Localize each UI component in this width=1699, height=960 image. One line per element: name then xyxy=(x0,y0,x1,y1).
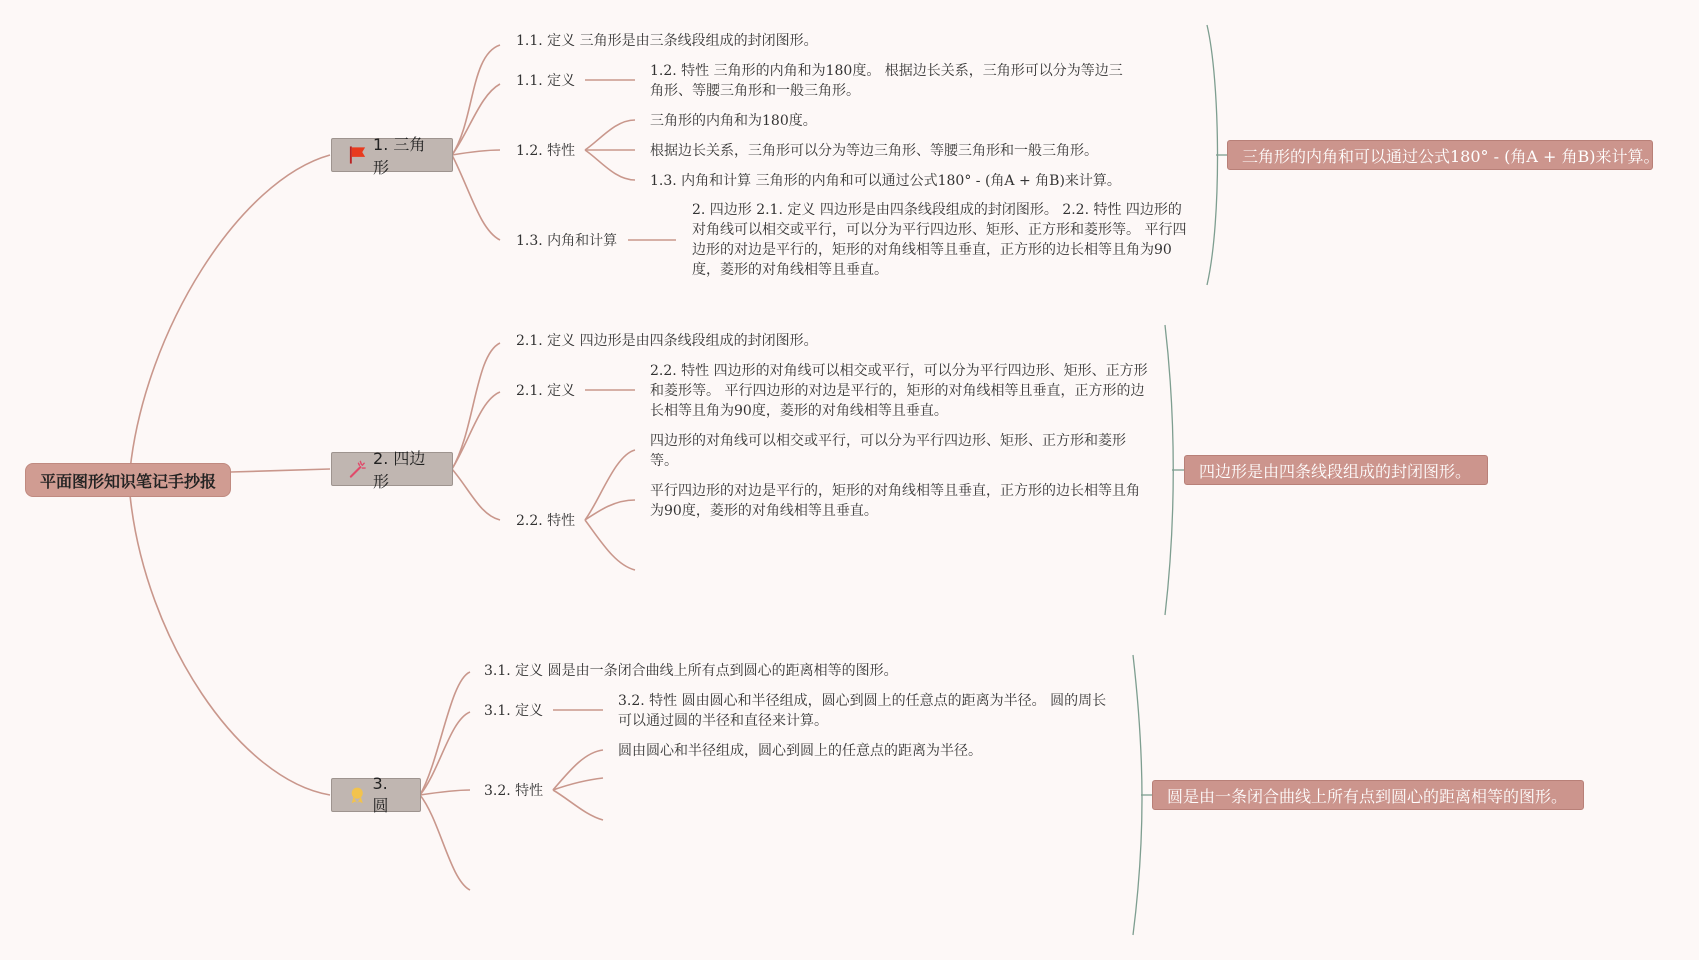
quadrilateral-definition-label: 2.1. 定义 xyxy=(516,383,576,399)
circle-radius-note: 圆由圆心和半径组成，圆心到圆上的任意点的距离为半径。 xyxy=(618,743,982,759)
topic-quadrilateral-label: 2. 四边形 xyxy=(373,449,426,491)
summary-circle-label: 圆是由一条闭合曲线上所有点到圆心的距离相等的图形。 xyxy=(1167,786,1568,806)
award-icon xyxy=(348,785,366,805)
topic-circle-label: 3. 圆 xyxy=(372,774,389,815)
triangle-angle-calc-full: 1.3. 内角和计算 三角形的内角和可以通过公式180° - (角A + 角B)来计算。 xyxy=(650,173,1121,189)
circle-definition-label: 3.1. 定义 xyxy=(484,703,544,719)
magic-wand-icon xyxy=(348,459,367,479)
circle-property-full: 3.2. 特性 圆由圆心和半径组成，圆心到圆上的任意点的距离为半径。 圆的周长可以通过圆的半径和直径来计算。 xyxy=(618,693,1107,729)
summary-triangle[interactable] xyxy=(1227,140,1660,170)
quadrilateral-property-full: 2.2. 特性 四边形的对角线可以相交或平行，可以分为平行四边形、矩形、正方形和菱形等。 平行四边形的对边是平行的，矩形的对角线相等且垂直，正方形的边长相等且角为90度，菱形的对角线相等且垂直。 xyxy=(650,363,1148,419)
circle-property-label: 3.2. 特性 xyxy=(484,783,544,799)
summary-triangle-label: 三角形的内角和可以通过公式180° - (角A + 角B)来计算。 xyxy=(1242,146,1660,166)
topic-circle[interactable] xyxy=(331,774,421,815)
topic-quadrilateral[interactable] xyxy=(331,449,453,491)
quadrilateral-overview-note: 2. 四边形 2.1. 定义 四边形是由四条线段组成的封闭图形。 2.2. 特性 四边形的对角线可以相交或平行，可以分为平行四边形、矩形、正方形和菱形等。 平行四边形的对边是平行的，矩形的对角线相等且垂直，正方形的边长相等且角为90度，菱形的对角线相等且垂直。 xyxy=(692,202,1187,278)
triangle-angle-sum: 三角形的内角和为180度。 xyxy=(650,113,817,129)
circle-definition-full: 3.1. 定义 圆是由一条闭合曲线上所有点到圆心的距离相等的图形。 xyxy=(484,663,898,679)
triangle-property-full: 1.2. 特性 三角形的内角和为180度。 根据边长关系，三角形可以分为等边三角形、等腰三角形和一般三角形。 xyxy=(650,63,1123,99)
triangle-property-label: 1.2. 特性 xyxy=(516,143,576,159)
central-topic-label: 平面图形知识笔记手抄报 xyxy=(39,471,216,491)
triangle-definition-full: 1.1. 定义 三角形是由三条线段组成的封闭图形。 xyxy=(516,33,818,49)
quadrilateral-definition-full: 2.1. 定义 四边形是由四条线段组成的封闭图形。 xyxy=(516,333,818,349)
quadrilateral-diagonals: 四边形的对角线可以相交或平行，可以分为平行四边形、矩形、正方形和菱形等。 xyxy=(650,433,1126,469)
topic-triangle-label: 1. 三角形 xyxy=(373,135,426,177)
quadrilateral-types: 平行四边形的对边是平行的，矩形的对角线相等且垂直，正方形的边长相等且角为90度，菱形的对角线相等且垂直。 xyxy=(650,483,1140,519)
summary-circle[interactable] xyxy=(1152,780,1584,810)
triangle-definition-label: 1.1. 定义 xyxy=(516,73,576,89)
summary-quadrilateral-label: 四边形是由四条线段组成的封闭图形。 xyxy=(1199,461,1472,481)
quadrilateral-property-label: 2.2. 特性 xyxy=(516,513,576,529)
central-topic[interactable] xyxy=(25,463,231,497)
triangle-angle-calc-label: 1.3. 内角和计算 xyxy=(516,233,618,249)
summary-quadrilateral[interactable] xyxy=(1184,455,1488,485)
flag-icon xyxy=(348,145,367,165)
topic-triangle[interactable] xyxy=(331,135,453,177)
triangle-classification: 根据边长关系，三角形可以分为等边三角形、等腰三角形和一般三角形。 xyxy=(650,143,1098,159)
